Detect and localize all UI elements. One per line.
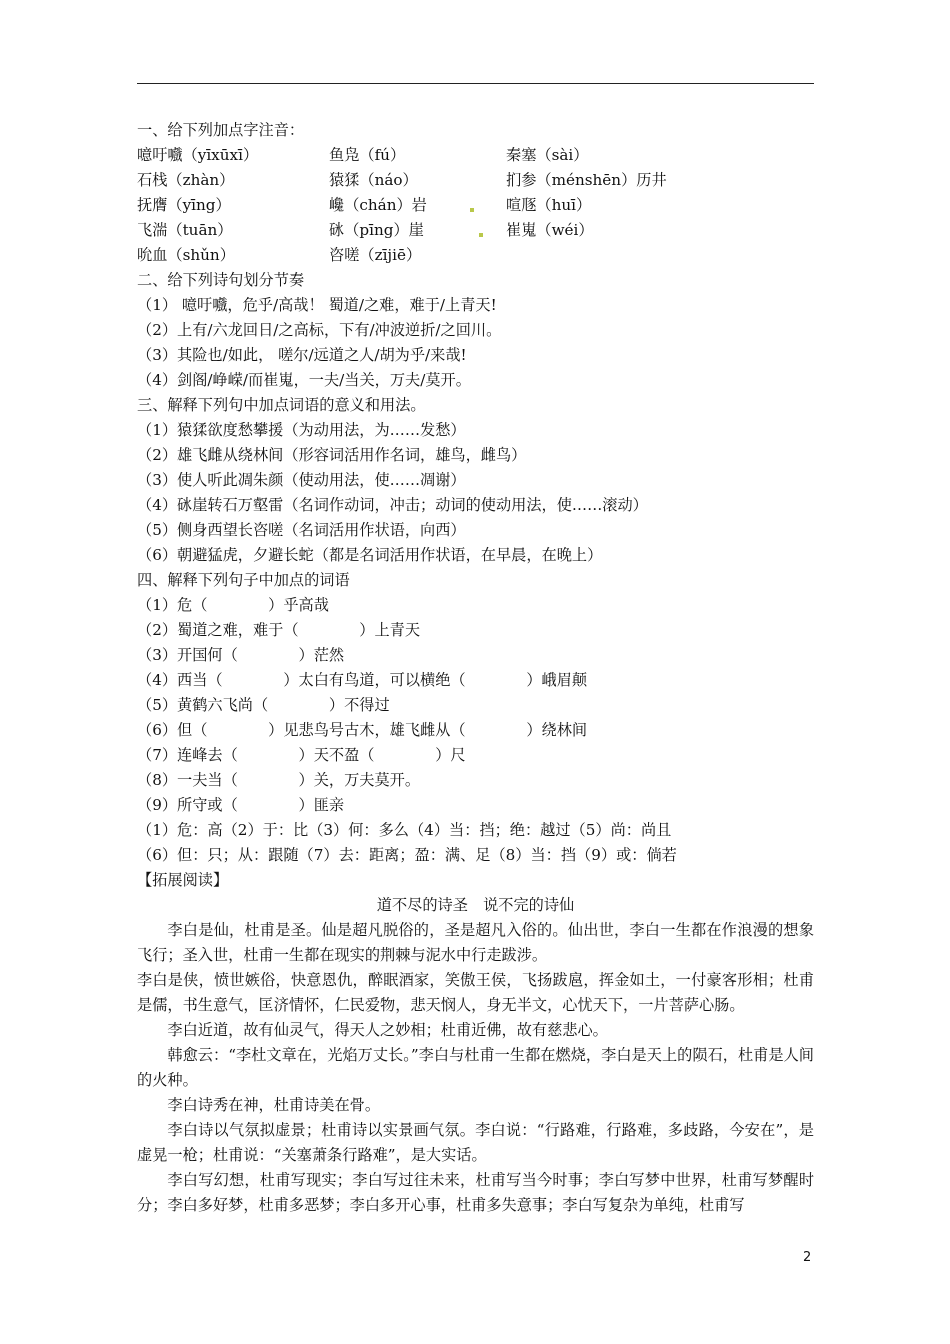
article-paragraph: 韩愈云：“李杜文章在，光焰万丈长。”李白与杜甫一生都在燃烧，李白是天上的陨石，杜甫是人间的火种。 — [137, 1046, 814, 1089]
pinyin-row — [137, 218, 814, 243]
section-5-heading: 【拓展阅读】 — [137, 871, 229, 889]
pinyin-item: 巉（chán）岩 — [329, 196, 427, 214]
answer-line: （6）但：只；从：跟随（7）去：距离；盈：满、足（8）当：挡（9）或：倘若 — [137, 846, 677, 864]
fill-blank-item: （2）蜀道之难，难于（ ）上青天 — [137, 621, 421, 639]
section-3-heading: 三、解释下列句中加点词语的意义和用法。 — [137, 396, 426, 414]
article-paragraph: 李白是仙，杜甫是圣。仙是超凡脱俗的，圣是超凡入俗的。仙出世，李白一生都在作浪漫的想象飞行；圣入世，杜甫一生都在现实的荆棘与泥水中行走跋涉。 — [137, 921, 814, 964]
article-paragraph: 李白近道，故有仙灵气，得天人之妙相；杜甫近佛，故有慈悲心。 — [167, 1021, 608, 1039]
fill-blank-item: （9）所守或（ ）匪亲 — [137, 796, 345, 814]
pinyin-item: 砯（pīng）崖 — [329, 221, 424, 239]
rhythm-item: （4）剑阁/峥嵘/而崔嵬，一夫/当关，万夫/莫开。 — [137, 371, 471, 389]
emphasis-dot — [470, 208, 474, 212]
pinyin-item: 咨嗟（zījiē） — [329, 246, 422, 264]
pinyin-item: 抚膺（yīng） — [137, 196, 231, 214]
page-number: 2 — [803, 1250, 812, 1265]
fill-blank-item: （1）危（ ）乎高哉 — [137, 596, 329, 614]
rhythm-item: （2）上有/六龙回日/之高标，下有/冲波逆折/之回川。 — [137, 321, 502, 339]
pinyin-item: 吮血（shǔn） — [137, 246, 235, 264]
usage-item: （4）砯崖转石万壑雷（名词作动词，冲击；动词的使动用法，使……滚动） — [137, 496, 648, 514]
usage-item: （6）朝避猛虎，夕避长蛇（都是名词活用作状语，在早晨，在晚上） — [137, 546, 603, 564]
section-1-heading: 一、给下列加点字注音： — [137, 121, 305, 139]
document-body — [137, 118, 814, 1218]
pinyin-item: 喧豗（huī） — [506, 196, 592, 214]
rhythm-item: （1） 噫吁嚱，危乎/高哉！ 蜀道/之难，难于/上青天! — [137, 296, 497, 314]
fill-blank-item: （5）黄鹤六飞尚（ ）不得过 — [137, 696, 390, 714]
pinyin-item: 秦塞（sài） — [506, 146, 589, 164]
article-paragraph: 李白诗秀在神，杜甫诗美在骨。 — [167, 1096, 381, 1114]
pinyin-item: 鱼凫（fú） — [329, 146, 406, 164]
article-paragraph: 李白诗以气氛拟虚景；杜甫诗以实景画气氛。李白说：“行路难，行路难，多歧路，今安在”，是虚晃一枪；杜甫说：“关塞萧条行路难”，是大实话。 — [137, 1121, 814, 1164]
pinyin-row — [137, 243, 814, 268]
emphasis-dot — [479, 233, 483, 237]
article-paragraph: 李白是侠，愤世嫉俗，快意恩仇，醉眠酒家，笑傲王侯，飞扬跋扈，挥金如土，一付豪客形相；杜甫是儒，书生意气，匡济情怀，仁民爱物，悲天悯人，身无半文，心忧天下，一片菩萨心肠。 — [137, 971, 814, 1014]
fill-blank-item: （6）但（ ）见悲鸟号古木，雄飞雌从（ ）绕林间 — [137, 721, 588, 739]
pinyin-row — [137, 193, 814, 218]
fill-blank-item: （3）开国何（ ）茫然 — [137, 646, 345, 664]
usage-item: （5）侧身西望长咨嗟（名词活用作状语，向西） — [137, 521, 466, 539]
article-title: 道不尽的诗圣 说不完的诗仙 — [376, 896, 575, 914]
pinyin-item: 飞湍（tuān） — [137, 221, 233, 239]
pinyin-row — [137, 168, 814, 193]
section-2-heading: 二、给下列诗句划分节奏 — [137, 271, 305, 289]
rhythm-item: （3）其险也/如此， 嗟尔/远道之人/胡为乎/来哉! — [137, 346, 467, 364]
header-rule — [137, 83, 814, 84]
fill-blank-item: （8）一夫当（ ）关，万夫莫开。 — [137, 771, 421, 789]
pinyin-row — [137, 143, 814, 168]
pinyin-item: 扪参（ménshēn）历井 — [506, 171, 667, 189]
section-4-heading: 四、解释下列句子中加点的词语 — [137, 571, 350, 589]
answer-line: （1）危：高（2）于：比（3）何：多么（4）当：挡；绝：越过（5）尚：尚且 — [137, 821, 672, 839]
usage-item: （3）使人听此凋朱颜（使动用法，使……凋谢） — [137, 471, 466, 489]
usage-item: （2）雄飞雌从绕林间（形容词活用作名词，雄鸟，雌鸟） — [137, 446, 527, 464]
pinyin-item: 噫吁嚱（yīxūxī） — [137, 146, 259, 164]
usage-item: （1）猿猱欲度愁攀援（为动用法，为……发愁） — [137, 421, 466, 439]
fill-blank-item: （7）连峰去（ ）天不盈（ ）尺 — [137, 746, 466, 764]
pinyin-item: 猿猱（náo） — [329, 171, 418, 189]
pinyin-item: 崔嵬（wéi） — [506, 221, 594, 239]
article-paragraph: 李白写幻想，杜甫写现实；李白写过往未来，杜甫写当今时事；李白写梦中世界，杜甫写梦醒时分；李白多好梦，杜甫多恶梦；李白多开心事，杜甫多失意事；李白写复杂为单纯，杜甫写 — [137, 1171, 814, 1214]
fill-blank-item: （4）西当（ ）太白有鸟道，可以横绝（ ）峨眉颠 — [137, 671, 588, 689]
pinyin-item: 石栈（zhàn） — [137, 171, 235, 189]
